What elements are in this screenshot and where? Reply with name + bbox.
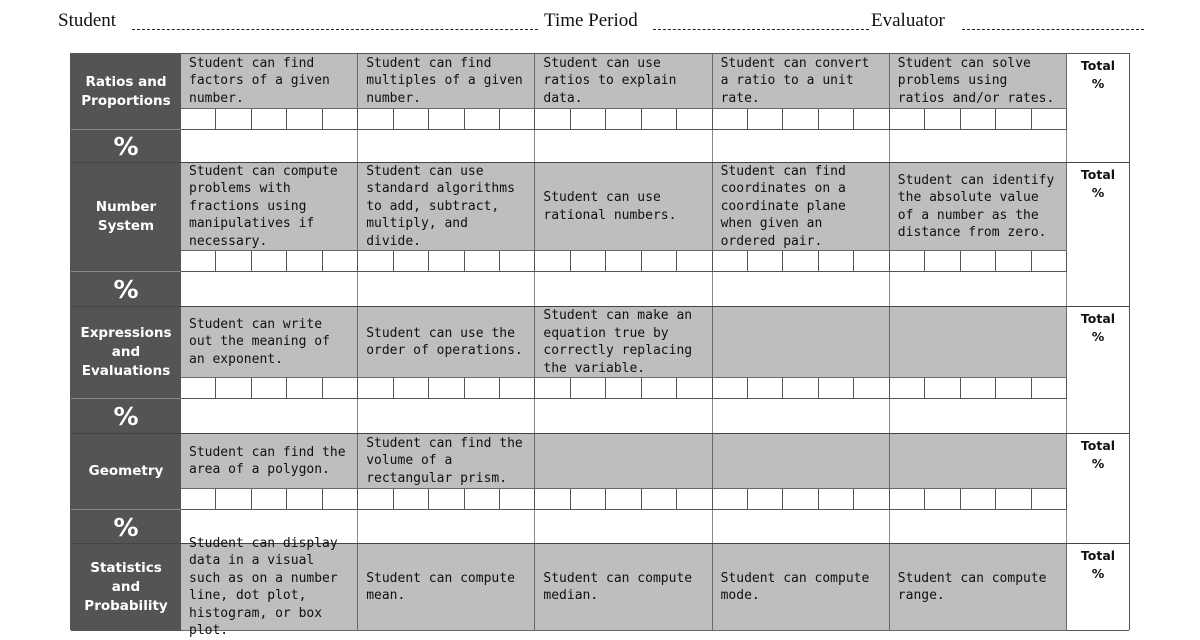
total-cell[interactable] <box>1067 163 1129 307</box>
evaluator-field[interactable] <box>962 29 1144 30</box>
tally-box[interactable] <box>1032 489 1067 510</box>
skill-text: Student can find factors of a given number. <box>189 55 330 106</box>
tally-box[interactable] <box>819 251 854 272</box>
percent-cell <box>71 510 181 544</box>
total-percent: % <box>1091 456 1105 471</box>
section-title <box>71 434 181 510</box>
skill-descriptor <box>181 163 358 251</box>
percent-entry-cell[interactable] <box>713 272 890 307</box>
tally-box[interactable] <box>819 489 854 510</box>
percent-symbol: % <box>113 275 139 304</box>
percent-entry-cell[interactable] <box>181 399 358 434</box>
tally-box[interactable] <box>783 489 818 510</box>
student-label: Student <box>58 10 117 31</box>
tally-box[interactable] <box>606 489 641 510</box>
tally-box[interactable] <box>394 378 429 399</box>
tally-box[interactable] <box>713 489 748 510</box>
skill-text: Student can compute range. <box>897 570 1047 603</box>
tally-box[interactable] <box>394 489 429 510</box>
tally-box[interactable] <box>358 251 393 272</box>
tally-box[interactable] <box>748 489 783 510</box>
skill-descriptor <box>535 54 712 109</box>
percent-entry-cell[interactable] <box>890 130 1067 163</box>
tally-box[interactable] <box>216 109 251 130</box>
total-percent: % <box>1091 185 1105 200</box>
tally-box[interactable] <box>748 251 783 272</box>
percent-entry-cell[interactable] <box>890 399 1067 434</box>
section-title <box>71 163 181 272</box>
tally-box[interactable] <box>287 378 322 399</box>
total-cell[interactable] <box>1067 54 1129 163</box>
skill-text: Student can use rational numbers. <box>543 190 677 223</box>
total-percent: % <box>1091 76 1105 91</box>
tally-box[interactable] <box>358 489 393 510</box>
skill-text: Student can write out the meaning of an exponent. <box>189 316 330 367</box>
tally-box[interactable] <box>961 251 996 272</box>
skill-descriptor <box>890 307 1067 378</box>
tally-box[interactable] <box>783 251 818 272</box>
skill-text: Student can make an equation true by correctly replacing the variable. <box>543 308 693 376</box>
percent-entry-cell[interactable] <box>358 272 535 307</box>
skill-text: Student can find the area of a polygon. <box>189 444 346 477</box>
percent-entry-cell[interactable] <box>358 510 535 544</box>
tally-box[interactable] <box>642 109 677 130</box>
tally-box[interactable] <box>252 489 287 510</box>
percent-entry-cell[interactable] <box>535 272 712 307</box>
student-field[interactable] <box>132 29 538 30</box>
tally-box[interactable] <box>465 109 500 130</box>
tally-box[interactable] <box>535 109 570 130</box>
percent-entry-cell[interactable] <box>713 510 890 544</box>
tally-box[interactable] <box>677 251 712 272</box>
total-percent: % <box>1091 329 1105 344</box>
tally-box[interactable] <box>890 109 925 130</box>
tally-box[interactable] <box>713 251 748 272</box>
section-name: Number System <box>95 199 157 234</box>
tally-box[interactable] <box>713 109 748 130</box>
tally-box[interactable] <box>216 489 251 510</box>
tally-box[interactable] <box>677 489 712 510</box>
total-percent: % <box>1091 566 1105 581</box>
tally-box[interactable] <box>571 109 606 130</box>
percent-entry-cell[interactable] <box>890 510 1067 544</box>
tally-box[interactable] <box>1032 251 1067 272</box>
tally-box[interactable] <box>748 378 783 399</box>
tally-box[interactable] <box>252 109 287 130</box>
skill-descriptor <box>181 307 358 378</box>
tally-box[interactable] <box>323 378 358 399</box>
tally-box[interactable] <box>535 251 570 272</box>
section-title <box>71 54 181 130</box>
skill-text: Student can solve problems using ratios and/or rates. <box>897 55 1055 106</box>
tally-box[interactable] <box>996 251 1031 272</box>
header-line <box>58 10 1148 34</box>
tally-box[interactable] <box>854 251 889 272</box>
tally-box[interactable] <box>571 251 606 272</box>
percent-entry-cell[interactable] <box>181 272 358 307</box>
skill-descriptor <box>358 544 535 631</box>
skill-text: Student can compute mean. <box>366 570 515 603</box>
skill-descriptor <box>890 54 1067 109</box>
skill-text: Student can find multiples of a given number. <box>366 55 523 106</box>
tally-box[interactable] <box>961 489 996 510</box>
tally-box[interactable] <box>465 251 500 272</box>
tally-box[interactable] <box>819 109 854 130</box>
percent-symbol: % <box>113 512 139 542</box>
total-cell[interactable] <box>1067 307 1129 434</box>
total-label: Total <box>1080 438 1116 453</box>
skill-descriptor <box>535 307 712 378</box>
tally-box[interactable] <box>465 378 500 399</box>
tally-box[interactable] <box>677 109 712 130</box>
tally-box[interactable] <box>819 378 854 399</box>
tally-box[interactable] <box>890 489 925 510</box>
tally-box[interactable] <box>216 378 251 399</box>
tally-box[interactable] <box>429 489 464 510</box>
evaluator-label: Evaluator <box>871 10 945 31</box>
skill-descriptor <box>181 434 358 489</box>
tally-box[interactable] <box>925 251 960 272</box>
skill-descriptor <box>358 54 535 109</box>
tally-box[interactable] <box>571 378 606 399</box>
percent-entry-cell[interactable] <box>535 130 712 163</box>
tally-box[interactable] <box>394 251 429 272</box>
section-title <box>71 544 181 631</box>
tally-box[interactable] <box>1032 109 1067 130</box>
skill-descriptor <box>890 434 1067 489</box>
total-label: Total <box>1080 548 1116 563</box>
tally-box[interactable] <box>713 378 748 399</box>
tally-box[interactable] <box>429 378 464 399</box>
percent-cell <box>71 399 181 434</box>
skill-descriptor <box>713 54 890 109</box>
tally-box[interactable] <box>287 489 322 510</box>
tally-box[interactable] <box>996 109 1031 130</box>
skill-descriptor <box>535 163 712 251</box>
tally-box[interactable] <box>677 378 712 399</box>
skill-text: Student can find the volume of a rectangular prism. <box>366 435 523 486</box>
assessment-table <box>70 53 1130 638</box>
tally-box[interactable] <box>642 251 677 272</box>
tally-box[interactable] <box>181 251 216 272</box>
total-label: Total <box>1080 167 1116 182</box>
tally-box[interactable] <box>358 378 393 399</box>
tally-box[interactable] <box>216 251 251 272</box>
tally-box[interactable] <box>606 109 641 130</box>
skill-text: Student can identify the absolute value of a number as the distance from zero. <box>897 172 1055 240</box>
tally-box[interactable] <box>500 378 535 399</box>
tally-box[interactable] <box>323 109 358 130</box>
tally-box[interactable] <box>996 489 1031 510</box>
tally-box[interactable] <box>358 109 393 130</box>
skill-descriptor <box>713 544 890 631</box>
tally-box[interactable] <box>252 251 287 272</box>
percent-entry-cell[interactable] <box>535 399 712 434</box>
tally-box[interactable] <box>1032 378 1067 399</box>
section-name: Statistics and Probability <box>84 560 168 614</box>
percent-symbol: % <box>113 132 139 161</box>
tally-box[interactable] <box>287 251 322 272</box>
time-period-label: Time Period <box>544 10 638 31</box>
tally-box[interactable] <box>500 251 535 272</box>
total-label: Total <box>1080 311 1116 326</box>
percent-entry-cell[interactable] <box>181 130 358 163</box>
tally-box[interactable] <box>925 109 960 130</box>
tally-box[interactable] <box>394 109 429 130</box>
tally-box[interactable] <box>465 489 500 510</box>
tally-box[interactable] <box>854 109 889 130</box>
skill-descriptor <box>181 54 358 109</box>
skill-descriptor <box>535 434 712 489</box>
percent-cell <box>71 272 181 307</box>
section-name: Expressions and Evaluations <box>80 325 172 379</box>
percent-entry-cell[interactable] <box>890 272 1067 307</box>
tally-box[interactable] <box>642 378 677 399</box>
skill-descriptor <box>181 535 358 638</box>
tally-box[interactable] <box>606 251 641 272</box>
tally-box[interactable] <box>429 251 464 272</box>
percent-cell <box>71 130 181 163</box>
tally-box[interactable] <box>854 489 889 510</box>
tally-box[interactable] <box>996 378 1031 399</box>
tally-box[interactable] <box>642 489 677 510</box>
skill-descriptor <box>358 434 535 489</box>
skill-text: Student can compute mode. <box>720 570 870 603</box>
skill-descriptor <box>713 163 890 251</box>
percent-entry-cell[interactable] <box>535 510 712 544</box>
section-title <box>71 307 181 399</box>
percent-entry-cell[interactable] <box>358 399 535 434</box>
skill-text: Student can find coordinates on a coordinate plane when given an ordered pair. <box>720 163 846 249</box>
skill-text: Student can use standard algorithms to add, subtract, multiply, and divide. <box>366 163 515 249</box>
tally-box[interactable] <box>181 109 216 130</box>
skill-descriptor <box>358 163 535 251</box>
tally-box[interactable] <box>571 489 606 510</box>
total-cell[interactable] <box>1067 434 1129 544</box>
tally-box[interactable] <box>961 378 996 399</box>
tally-box[interactable] <box>181 489 216 510</box>
tally-box[interactable] <box>323 251 358 272</box>
tally-box[interactable] <box>925 489 960 510</box>
skill-descriptor <box>713 307 890 378</box>
tally-box[interactable] <box>287 109 322 130</box>
tally-box[interactable] <box>890 378 925 399</box>
tally-box[interactable] <box>890 251 925 272</box>
tally-box[interactable] <box>606 378 641 399</box>
percent-entry-cell[interactable] <box>713 130 890 163</box>
percent-entry-cell[interactable] <box>713 399 890 434</box>
tally-box[interactable] <box>323 489 358 510</box>
tally-box[interactable] <box>854 378 889 399</box>
skill-text: Student can compute median. <box>543 570 693 603</box>
tally-box[interactable] <box>961 109 996 130</box>
section-name: Geometry <box>88 463 164 479</box>
tally-box[interactable] <box>252 378 287 399</box>
tally-box[interactable] <box>535 378 570 399</box>
skill-descriptor <box>713 434 890 489</box>
skill-text: Student can convert a ratio to a unit rate. <box>720 55 870 106</box>
total-cell[interactable] <box>1067 544 1129 631</box>
section-name: Ratios and Proportions <box>81 73 171 109</box>
skill-descriptor <box>358 307 535 378</box>
tally-box[interactable] <box>748 109 783 130</box>
tally-box[interactable] <box>181 378 216 399</box>
tally-box[interactable] <box>783 109 818 130</box>
tally-box[interactable] <box>500 489 535 510</box>
tally-box[interactable] <box>429 109 464 130</box>
tally-box[interactable] <box>925 378 960 399</box>
tally-box[interactable] <box>500 109 535 130</box>
percent-entry-cell[interactable] <box>358 130 535 163</box>
skill-text: Student can compute problems with fractions using manipulatives if necessary. <box>189 163 338 249</box>
time-period-field[interactable] <box>653 29 869 30</box>
skill-descriptor <box>890 163 1067 251</box>
percent-symbol: % <box>113 402 139 431</box>
skill-text: Student can use the order of operations. <box>366 325 523 358</box>
tally-box[interactable] <box>535 489 570 510</box>
tally-box[interactable] <box>783 378 818 399</box>
skill-text: Student can use ratios to explain data. <box>543 55 677 106</box>
skill-text: Student can display data in a visual such as on a number line, dot plot, histogram, or box plot. <box>189 535 338 638</box>
skill-descriptor <box>535 544 712 631</box>
total-label: Total <box>1080 58 1116 73</box>
skill-descriptor <box>890 544 1067 631</box>
